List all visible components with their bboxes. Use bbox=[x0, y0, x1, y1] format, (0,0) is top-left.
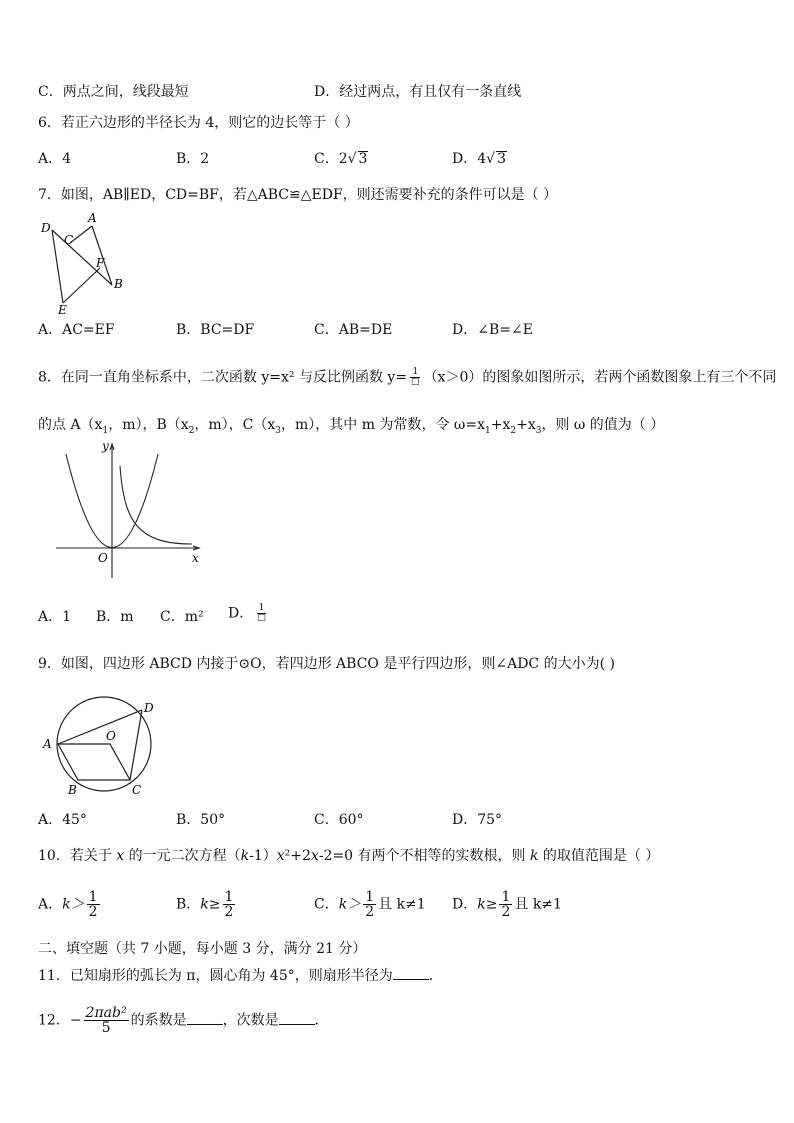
fraction-den: 2 bbox=[88, 904, 98, 920]
segment-de bbox=[52, 230, 63, 303]
fraction-num: 2πab² bbox=[85, 1005, 127, 1021]
q12-stem-part: 的系数是 bbox=[130, 1012, 187, 1029]
q10-stem-part: -1） bbox=[249, 848, 277, 864]
subscript: 3 bbox=[275, 425, 282, 436]
q7-figure bbox=[36, 210, 136, 315]
q11-stem bbox=[38, 967, 443, 985]
fraction-den: 2 bbox=[501, 904, 511, 920]
q11-stem-part: 11．已知扇形的弧长为 π，圆心角为 45°，则扇形半径为 bbox=[38, 968, 393, 984]
subscript: 1 bbox=[484, 425, 491, 436]
q8-fraction-den: □ bbox=[411, 377, 420, 387]
q7-stem: 7．如图，AB∥ED，CD=BF，若△ABC≌△EDF，则还需要补充的条件可以是（ ） bbox=[38, 187, 558, 203]
q7-option-a: A．AC=EF bbox=[38, 322, 115, 338]
q10-stem-part: 的取值范围是（ ） bbox=[538, 848, 660, 864]
q8-stem-part: +x bbox=[516, 417, 536, 433]
q10-stem-part: ²+2 bbox=[284, 848, 311, 864]
q10-stem-part: 的一元二次方程（ bbox=[124, 848, 241, 864]
q10-var: k bbox=[530, 848, 539, 864]
fraction-num: 1 bbox=[258, 603, 265, 613]
q8-option-d-prefix: D． bbox=[228, 605, 254, 622]
q8-option-d bbox=[228, 604, 270, 623]
q8-graph bbox=[52, 436, 212, 584]
q10-option-a bbox=[38, 890, 102, 919]
option-prefix: C． bbox=[314, 896, 339, 913]
q6-option-d-radicand: 3 bbox=[497, 151, 506, 167]
option-c-prev: C．两点之间，线段最短 bbox=[38, 84, 189, 100]
subscript: 2 bbox=[188, 425, 195, 436]
fraction-num: 1 bbox=[365, 889, 375, 905]
option-prefix: B． bbox=[176, 896, 201, 913]
segment-ad bbox=[58, 710, 142, 744]
q8-stem-part: ，m），其中 m 为常数，令 ω=x bbox=[281, 417, 485, 433]
q10-var: k bbox=[240, 848, 250, 864]
sqrt-sign-icon: √ bbox=[347, 151, 357, 167]
q12-fraction bbox=[84, 1006, 129, 1035]
q8-stem-part: 8．在同一直角坐标系中，二次函数 y=x² 与反比例函数 y= bbox=[38, 369, 408, 386]
q10-stem-part: 10．若关于 bbox=[38, 848, 117, 864]
option-cond: k≥ bbox=[477, 896, 498, 913]
label-b: B bbox=[68, 783, 77, 797]
q12-stem-part: ． bbox=[314, 1012, 329, 1029]
q12-prefix: 12．− bbox=[38, 1012, 82, 1029]
option-prefix: D． bbox=[452, 896, 478, 913]
option-cond: k≥ bbox=[200, 896, 221, 913]
answer-blank[interactable] bbox=[393, 967, 429, 980]
label-a: A bbox=[88, 211, 97, 225]
q8-stem-part: ，m），C（x bbox=[194, 417, 276, 433]
q9-figure bbox=[36, 694, 166, 798]
q10-stem bbox=[38, 847, 659, 865]
segment-ef bbox=[63, 268, 100, 303]
q6-option-c-radicand: 3 bbox=[358, 151, 368, 167]
q8-stem-part: 的点 A（x bbox=[38, 417, 103, 433]
label-e: E bbox=[58, 303, 67, 315]
label-c: C bbox=[64, 233, 74, 247]
axis-label-y: y bbox=[102, 439, 109, 453]
fraction-num: 1 bbox=[224, 889, 234, 905]
segment-ac bbox=[70, 226, 92, 243]
option-cond: k＞ bbox=[62, 896, 85, 913]
section-heading: 二、填空题（共 7 小题，每小题 3 分，满分 21 分） bbox=[38, 941, 367, 957]
axis-label-x: x bbox=[192, 551, 199, 565]
option-tail: 且 k≠1 bbox=[514, 896, 562, 913]
fraction-den: 2 bbox=[224, 904, 234, 920]
q10-option-b bbox=[176, 890, 237, 919]
q9-stem: 9．如图，四边形 ABCD 内接于⊙O，若四边形 ABCO 是平行四边形，则∠ADC 的大小为( ) bbox=[38, 656, 615, 672]
q12-stem bbox=[38, 1006, 329, 1035]
option-prefix: A． bbox=[38, 896, 63, 913]
label-d: D bbox=[144, 701, 154, 715]
subscript: 1 bbox=[102, 425, 109, 436]
segment-dc bbox=[130, 710, 142, 780]
label-d: D bbox=[41, 221, 51, 235]
q8-stem-part: ，m），B（x bbox=[108, 417, 189, 433]
q6-option-c-coef: C．2 bbox=[314, 151, 348, 167]
option-d-prev: D．经过两点，有且仅有一条直线 bbox=[314, 84, 522, 100]
q10-stem-part: -2=0 有两个不相等的实数根，则 bbox=[318, 848, 530, 864]
q12-stem-part: ，次数是 bbox=[222, 1012, 279, 1029]
q6-stem: 6．若正六边形的半径长为 4，则它的边长等于（ ） bbox=[38, 115, 359, 131]
q8-stem-part: +x bbox=[490, 417, 511, 433]
q8-stem-part: ，则 ω 的值为（ ） bbox=[541, 417, 665, 433]
q11-stem-part: ． bbox=[428, 968, 443, 984]
q9-option-d: D．75° bbox=[452, 812, 503, 828]
label-b: B bbox=[114, 277, 123, 291]
fraction-den: 5 bbox=[101, 1020, 111, 1036]
q8-option-a: A．1 bbox=[38, 609, 72, 625]
q6-option-c bbox=[314, 150, 368, 168]
fraction-den: 2 bbox=[365, 904, 375, 920]
half-fraction bbox=[223, 890, 236, 919]
q10-option-d bbox=[452, 890, 562, 919]
half-fraction bbox=[363, 890, 376, 919]
q8-option-c: C．m² bbox=[160, 609, 204, 625]
origin-label: O bbox=[98, 551, 108, 565]
answer-blank[interactable] bbox=[279, 1012, 315, 1025]
subscript: 3 bbox=[535, 425, 542, 436]
q9-option-b: B．50° bbox=[176, 812, 226, 828]
q6-option-d-coef: D．4 bbox=[452, 151, 487, 167]
q10-var: x bbox=[276, 848, 285, 864]
q9-option-c: C．60° bbox=[314, 812, 364, 828]
q10-option-c bbox=[314, 890, 426, 919]
q8-fraction bbox=[409, 368, 422, 387]
q7-option-c: C．AB=DE bbox=[314, 322, 393, 338]
q8-stem-part: （x＞0）的图象如图所示，若两个函数图象上有三个不同 bbox=[423, 369, 777, 386]
sqrt-sign-icon: √ bbox=[486, 151, 496, 167]
subscript: 2 bbox=[510, 425, 517, 436]
q8-fraction-num: 1 bbox=[412, 367, 419, 377]
fraction-den: □ bbox=[257, 613, 266, 623]
fraction-num: 1 bbox=[88, 889, 98, 905]
q10-var: x bbox=[310, 848, 319, 864]
q6-option-b: B．2 bbox=[176, 151, 210, 167]
q8-option-b: B．m bbox=[96, 609, 134, 625]
q8-option-d-fraction bbox=[255, 604, 268, 623]
option-cond: k＞ bbox=[338, 896, 362, 913]
q10-var: x bbox=[116, 848, 125, 864]
q6-option-d bbox=[452, 150, 507, 168]
label-f: F bbox=[96, 256, 105, 270]
q7-option-d: D．∠B=∠E bbox=[452, 322, 533, 338]
answer-blank[interactable] bbox=[187, 1012, 223, 1025]
fraction-num: 1 bbox=[501, 889, 511, 905]
q6-option-a: A．4 bbox=[38, 151, 72, 167]
q7-option-b: B．BC=DF bbox=[176, 322, 255, 338]
label-c: C bbox=[132, 783, 142, 797]
q9-option-a: A．45° bbox=[38, 812, 87, 828]
q8-stem-line1 bbox=[38, 368, 776, 387]
label-a: A bbox=[43, 737, 52, 751]
half-fraction bbox=[87, 890, 100, 919]
option-tail: 且 k≠1 bbox=[378, 896, 426, 913]
label-o: O bbox=[106, 729, 116, 743]
half-fraction bbox=[499, 890, 512, 919]
